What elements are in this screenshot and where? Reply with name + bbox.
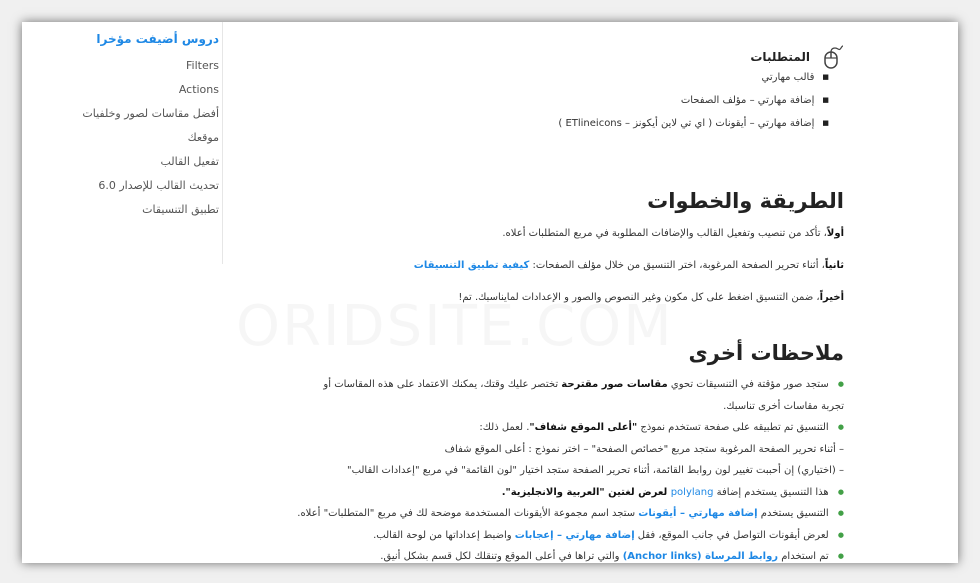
step-2 [284,260,844,271]
note-text: والتي تراها في أعلى الموقع وتنقلك لكل قسم بشكل أنيق. [380,551,623,562]
note-text: التنسيق يستخدم [757,508,829,519]
step-3-text: ، ضمن التنسيق اضغط على كل مكون وغير النصوص والصور و الإعدادات لمايناسبك. تم! [458,292,820,303]
sidebar-item-apply-layouts[interactable]: تطبيق التنسيقات [142,203,219,216]
notes-list [284,374,844,563]
note-item [284,374,844,417]
note-item [284,546,844,563]
note-bold: لعرض لغتين "العربية والانجليزية". [501,486,671,498]
sidebar-item-activate-theme[interactable]: تفعيل القالب [160,155,219,168]
note-subitem: – أثناء تحرير الصفحة المرغوبة ستجد مربع "خصائص الصفحة" – اختر نموذج : أعلى الموقع شفاف [284,439,844,461]
sidebar-item-actions[interactable]: Actions [178,83,219,96]
note-subitem: – (اختياري) إن أحببت تغيير لون روابط القائمة، أثناء تحرير الصفحة ستجد اختيار "لون القائمة" في مربع "إعدادات القالب" [284,460,844,482]
icons-plugin-link[interactable]: إضافة مهارتي – أيقونات [638,508,758,519]
note-text: التنسيق تم تطبيقه على صفحة تستخدم نموذج [637,422,829,433]
polylang-link[interactable]: polylang [670,486,714,498]
anchor-links-link[interactable]: روابط المرساة (Anchor links) [622,551,779,562]
sidebar-heading: دروس أضيفت مؤخرا [96,32,219,46]
sidebar-divider [222,22,243,264]
requirements-title: المتطلبات [750,50,810,64]
step-3 [284,292,844,303]
step-2-text: ، أثناء تحرير الصفحة المرغوبة، اختر التنسيق من خلال مؤلف الصفحات: [529,260,825,271]
requirement-item: ■ إضافة مهارتي – أيقونات ( اي تي لاين أيكونز – ETlineicons ) [429,112,829,135]
requirement-item: ■ قالب مهارتي [429,66,829,89]
step-1-lead: أولاً [826,228,844,239]
note-bold: "أعلى الموقع شفاف" [529,422,638,433]
sidebar [82,30,219,222]
likes-plugin-link[interactable]: إضافة مهارتي – إعجابات [514,529,635,541]
requirements-list [429,66,829,135]
note-text: ستجد صور مؤقتة في التنسيقات تحوي [667,379,829,390]
step-1 [284,228,844,239]
sidebar-item-filters[interactable]: Filters [186,59,219,72]
method-heading: الطريقة والخطوات [647,189,844,213]
step-3-lead: أخيراً [819,292,844,303]
note-item [284,417,844,439]
requirement-item: ■ إضافة مهارتي – مؤلف الصفحات [429,89,829,112]
sidebar-item-image-sizes-cont[interactable]: موقعك [187,131,219,144]
note-item [284,503,844,525]
note-text: هذا التنسيق يستخدم إضافة [713,486,829,498]
sidebar-item-image-sizes[interactable]: أفضل مقاسات لصور وخلفيات [82,107,219,120]
note-text: . لعمل ذلك: [479,422,530,433]
note-bold: مقاسات صور مقترحة [561,379,668,390]
page-frame [22,22,958,563]
note-text: لعرض أيقونات التواصل في جانب الموقع، فقل [634,529,829,541]
note-text: تم استخدام [778,551,829,562]
watermark [236,294,674,359]
note-text: تختصر عليك وقتك، يمكنك الاعتماد على هذه المقاسات أو تجربة مقاسات أخرى تناسبك. [323,379,844,412]
step-1-text: ، تأكد من تنصيب وتفعيل القالب والإضافات المطلوبة في مربع المتطلبات أعلاه. [502,228,827,239]
note-item [284,482,844,504]
note-text: واضبط إعداداتها من لوحة القالب. [373,529,515,541]
sidebar-item-update-theme[interactable]: تحديث القالب للإصدار 6.0 [98,179,219,192]
apply-layouts-link[interactable]: كيفية تطبيق التنسيقات [413,260,530,271]
note-item [284,525,844,547]
note-text: ستجد اسم مجموعة الأيقونات المستخدمة موضحة لك في مربع "المتطلبات" أعلاه. [297,508,639,519]
notes-heading: ملاحظات أخرى [688,341,844,365]
step-2-lead: ثانياً [824,260,844,271]
